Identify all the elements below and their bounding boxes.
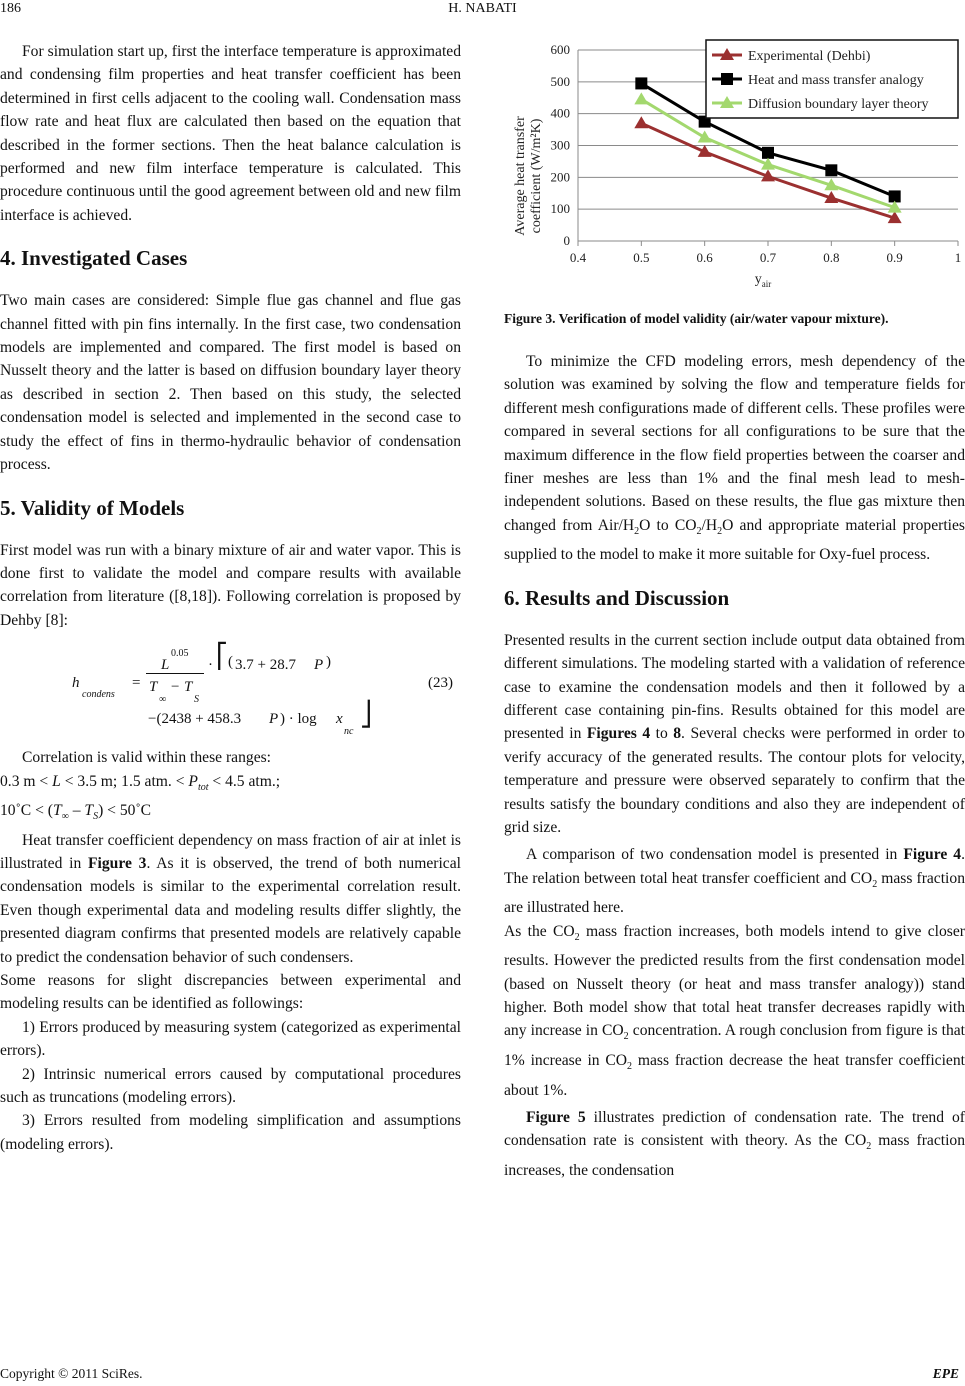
eq-number: (23) [428,675,453,692]
range-line-2: 10˚C < $(T_\infty - T_S)$ < 50˚C [0,802,152,823]
reasons-paragraph: Some reasons for slight discrepancies between experimental and modeling results can be identified as followings: [0,972,461,1013]
eq-h-sub: condens [82,689,115,701]
data-point-series-2 [825,164,837,176]
intro-paragraph: For simulation start up, first the interface temperature is approximated and condensing film properties and heat transfer coefficient has been determined in first cells adjacent to the cooling wall. Condensation mass flow rate and heat flux are calculated then based on the equation that described in the former sections. Then the heat balance calculation is performed and new film interface temperature is calculated. This procedure continuous until the good agreement between old and new film interface is achieved. [0,43,461,224]
eq-L: L [161,657,170,674]
running-header-author: H. NABATI [448,1,517,16]
figure-3-ref[interactable]: Figure 3 [88,854,147,872]
eq-x-sub: nc [344,726,354,738]
data-point-series-1 [634,116,648,128]
mesh-paragraph: To minimize the CFD modeling errors, mesh dependency of the solution was examined by solving the flow and temperature fields for different mesh configurations made of different cells. These profiles were compared in several sections for all configurations to be sure that the maximum difference in the flow field properties between the coarser and finer meshes are less than 1% and the final mesh lead to mesh-independent solutions. Based on these results, the flue gas mixture then changed from Air/$H_2O$ to $CO_2/H_2O$ and appropriate material properties supplied to the model to make it more suitable for Oxy-fuel process. [504,353,965,564]
data-point-series-3 [698,131,712,143]
eq-dot: · [208,657,213,674]
y-tick-labels [551,42,571,248]
page-number: 186 [0,1,21,16]
x-tick-label: 0.7 [759,250,777,265]
figure-8-ref[interactable]: 8 [673,725,682,743]
right-column [504,36,965,1182]
data-point-series-2 [762,147,774,159]
range-intro: Correlation is valid within these ranges: [22,749,272,767]
eq-fraction-bar [146,673,204,674]
eq-h: h [72,675,80,692]
equation-23 [0,638,461,736]
eq-T-s: T [184,679,193,696]
y-tick-label: 0 [563,233,570,248]
x-tick-labels [570,250,961,265]
figure-3-discussion: Heat transfer coefficient dependency on mass fraction of air at inlet is illustrated in Figure 3. As it is observed, the trend of both numerical condensation models is similar to the experimental correlation result. Even though experimental data and modeling results differ slightly, the presented diagram confirms that presented models are relatively capable to predict the condensation behavior of such condensers. [0,831,461,966]
eq-inf-sub: ∞ [159,694,167,706]
co2-paragraph: As the $CO_2$ mass fraction increases, both models intend to give closer results. However the predicted results from the first condensation model (based on Nusselt theory (or heat and mass transfer analogy)) stand higher. Both model show that total heat transfer decreases rapidly with any increase in $CO_2$ concentration. A rough conclusion from figure is that 1% increase in $CO_2$ mass fraction decrease the heat transfer coefficient about 1%. [504,922,965,1099]
data-point-series-2 [635,77,647,89]
y-tick-label: 400 [550,105,570,121]
section-4-paragraph: Two main cases are considered: Simple flue gas channel and flue gas channel fitted with pin fins internally. In the first case, two condensation models are implemented and compared. The first model is based on Nusselt theory and the latter is based on diffusion boundary layer theory as described in section 2. Then based on this study, the selected condensation model is selected and implemented in the second case to study the effect of fins in thermo-hydraulic behavior of condensation process. [0,292,461,474]
eq-paren-right: ) [326,654,331,671]
eq-bracket-left: ⎡ [216,644,228,671]
section-6-paragraph: Presented results in the current section include output data obtained from different simulations. The modeling started with a validation of reference case to examine the condensation models and then it followed by a different case containing pin-fins. Results obtained for this model are presented in Figures 4 to 8. Several checks were performed in order to verify accuracy of the generated results. The contour plots for velocity, temperature and pressure were observed separately to confirm that the results satisfy the boundary conditions and also they are independent of grid size. [504,631,965,837]
y-axis-label-line-2: coefficient (W/m²K) [529,118,544,234]
eq-s-sub: S [194,694,199,706]
x-axis-label: $y_{air}$ [754,272,772,289]
eq-L-exponent: 0.05 [171,648,189,660]
eq-minus: − [171,679,180,696]
eq-P2: P [269,711,279,728]
footer-copyright: Copyright © 2011 SciRes. [0,1366,143,1381]
reason-item-1: 1) Errors produced by measuring system (categorized as experimental errors). [0,1018,461,1060]
x-tick-label: 0.8 [823,250,840,265]
eq-term1: 3.7 + 28.7 [235,657,296,674]
legend-entry-1: Experimental (Dehbi) [748,49,871,64]
section-6-heading: 6. Results and Discussion [504,585,730,610]
legend-swatch-marker [721,73,733,85]
figure-4-ref[interactable]: Figure 4 [903,846,962,864]
section-4-heading: 4. Investigated Cases [0,246,188,271]
x-tick-label: 0.9 [886,250,903,265]
footer-journal: EPE [932,1366,959,1381]
figure-5-paragraph: Figure 5 illustrates prediction of condensation rate. The trend of condensation rate is consistent with theory. As the $CO_2$ mass fraction increases, the condensation [504,1108,965,1179]
chart-legend [706,40,958,118]
figure-3-caption: Figure 3. Verification of model validity (air/water vapour mixture). [504,311,889,326]
y-tick-label: 500 [550,73,570,89]
figures-4-ref[interactable]: Figures 4 [586,725,651,743]
comparison-paragraph: A comparison of two condensation model is presented in Figure 4. The relation between total heat transfer coefficient and $CO_2$ mass fraction are illustrated here. [504,846,965,917]
legend-entry-3: Diffusion boundary layer theory [748,97,929,112]
eq-T-inf: T [149,679,158,696]
y-tick-label: 300 [550,137,570,153]
eq-term2: −(2438 + 458.3 [148,711,242,728]
legend-entry-2: Heat and mass transfer analogy [748,73,924,88]
figure-3-chart [504,36,965,294]
eq-equals: = [132,675,141,692]
section-5-paragraph: First model was run with a binary mixture of air and water vapor. This is done first to validate the model and compare results with available correlation from literature ([8,18]). Following correlation is proposed by Dehby [8]: [0,541,461,629]
left-column [0,40,461,1156]
y-tick-label: 200 [550,169,570,185]
data-point-series-3 [634,92,648,104]
y-axis-label-line-1: Average heat transfer [513,116,528,236]
x-tick-label: 0.5 [633,250,650,265]
eq-P1: P [314,657,324,674]
eq-paren-left: ( [228,654,233,671]
reason-item-2: 2) Intrinsic numerical errors caused by computational procedures such as truncations (modeling errors). [0,1065,461,1107]
figure-5-ref[interactable]: Figure 5 [526,1108,586,1126]
x-tick-label: 0.4 [569,250,587,265]
eq-bracket-right: ⎦ [360,702,372,729]
range-line-1: 0.3 m < L < 3.5 m; 1.5 atm. < $P_{tot} < 4.5$ atm.; [0,772,281,793]
section-5-heading: 5. Validity of Models [0,495,185,520]
eq-x: x [336,711,343,728]
y-tick-label: 100 [550,201,570,217]
reason-item-3: 3) Errors resulted from modeling simplification and assumptions (modeling errors). [0,1112,461,1153]
eq-log: ) · log [280,711,317,728]
x-tick-label: 0.6 [696,250,713,265]
y-tick-label: 600 [550,42,570,57]
x-tick-label: 1 [954,250,962,265]
